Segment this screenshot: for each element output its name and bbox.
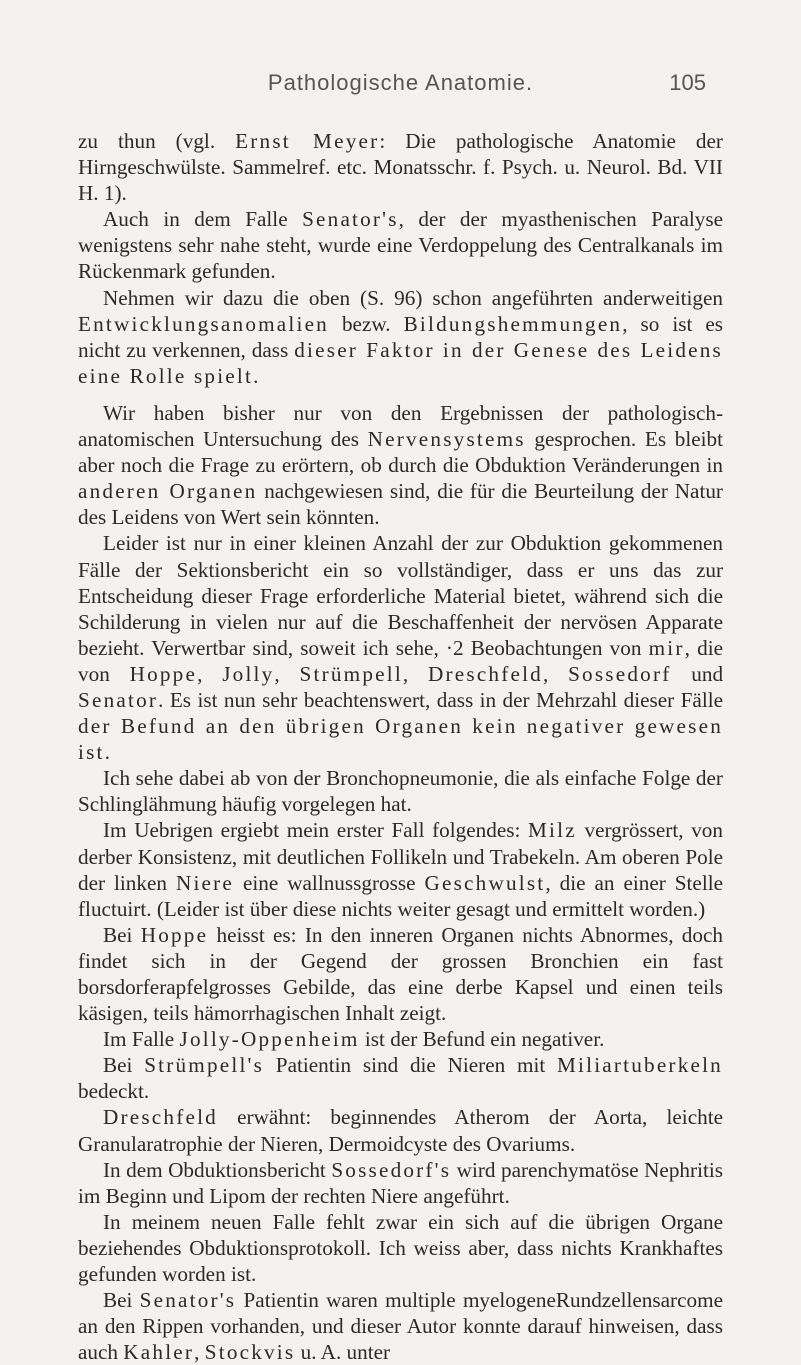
spaced-emphasis: Miliartuberkeln bbox=[557, 1053, 723, 1078]
paragraph-4 bbox=[78, 530, 723, 765]
spaced-emphasis: Senator's bbox=[139, 1288, 237, 1313]
paragraph-8 bbox=[78, 1026, 723, 1052]
paragraph-0 bbox=[78, 128, 723, 206]
spaced-emphasis: Jolly bbox=[222, 661, 275, 686]
text-run: Patientin waren multiple myelogeneRundzellensarcome an den Rippen vorhanden, und dieser Autor konnte darauf hinweisen, dass auch bbox=[78, 1288, 723, 1365]
spaced-emphasis: Bildungshemmungen bbox=[403, 311, 623, 336]
text-run: Leider ist nur in einer kleinen Anzahl der zur Obduktion gekommenen Fälle der Sektionsbericht ein so vollständiger, dass er uns das zur Entscheidung dieser Frage erforderliche Material bietet, während sich die Schilderung in vielen nur auf die Beschaffenheit der nervösen Apparate bezieht. Verwertbar sind, soweit ich sehe, ·2 Beobachtungen von bbox=[78, 531, 723, 660]
text-run: , bbox=[542, 661, 569, 686]
spaced-emphasis: Stockvis bbox=[204, 1340, 296, 1365]
text-run: heisst es: In den inneren Organen nichts Abnormes, doch findet sich in der Gegend der grossen Bronchien ein fast borsdorferapfelgrosses Gebilde, das eine derbe Kapsel und einen teils käsigen, teils hämorrhagischen Inhalt zeigt. bbox=[78, 922, 723, 1026]
paragraph-13 bbox=[78, 1287, 723, 1365]
spaced-emphasis: Entwicklungsanomalien bbox=[78, 311, 329, 336]
paragraph-1 bbox=[78, 206, 723, 284]
spaced-emphasis: Ernst Meyer bbox=[235, 129, 380, 153]
paragraph-11 bbox=[78, 1157, 723, 1209]
spaced-emphasis: Senator's bbox=[302, 207, 399, 232]
text-run: , bbox=[402, 661, 429, 686]
text-run: Wir haben bisher nur von den Ergebnissen der pathologisch-anatomischen Untersuchung des bbox=[78, 400, 723, 452]
running-head-title: Pathologische Anatomie. bbox=[267, 70, 534, 95]
spaced-emphasis: Jolly-Oppenheim bbox=[179, 1027, 360, 1052]
text-run: u. A. unter bbox=[295, 1340, 391, 1365]
text-run: ist der Befund ein negativer. bbox=[359, 1027, 605, 1052]
text-run: . Es ist nun sehr beachtenswert, dass in der Mehrzahl dieser Fälle bbox=[158, 687, 723, 712]
paragraph-3 bbox=[78, 400, 723, 530]
text-run: Im Falle bbox=[103, 1027, 180, 1052]
text-run: , bbox=[194, 1340, 205, 1365]
text-run: Im Uebrigen ergiebt mein erster Fall folgendes: bbox=[103, 818, 529, 843]
paragraph-6 bbox=[78, 817, 723, 921]
text-run: , bbox=[274, 661, 300, 686]
spaced-emphasis: Hoppe bbox=[129, 661, 198, 686]
text-run: Ich sehe dabei ab von der Bronchopneumonie, die als einfache Folge der Schlinglähmung häufig vorgelegen hat. bbox=[78, 766, 723, 817]
text-run: bezw. bbox=[328, 311, 404, 336]
text-run: . bbox=[253, 363, 259, 388]
paragraph-2 bbox=[78, 285, 723, 389]
spaced-emphasis: der Befund an den übrigen Organen kein negativer gewesen ist bbox=[78, 714, 723, 765]
spaced-emphasis: Dreschfeld bbox=[428, 661, 543, 686]
text-run: Bei bbox=[103, 922, 141, 947]
spaced-emphasis: mir bbox=[648, 635, 685, 660]
text-run: eine wallnussgrosse bbox=[234, 870, 425, 895]
text-run: , so ist es nicht zu verkennen, dass bbox=[78, 311, 723, 362]
spaced-emphasis: Strümpell's bbox=[144, 1053, 265, 1078]
spaced-emphasis: Sossedorf bbox=[568, 661, 672, 686]
paragraph-5 bbox=[78, 765, 723, 817]
text-run: : Die pathologische Anatomie der Hirngeschwülste. Sammelref. etc. Monatsschr. f. Psych. u. Neurol. Bd. VII H. 1). bbox=[78, 129, 723, 206]
spaced-emphasis: Geschwulst bbox=[424, 870, 546, 895]
spaced-emphasis: anderen Organen bbox=[78, 479, 258, 504]
text-run: Auch in dem Falle bbox=[103, 207, 303, 232]
text-run: erwähnt: beginnendes Atherom der Aorta, leichte Granularatrophie der Nieren, Dermoidcyste des Ovariums. bbox=[78, 1105, 723, 1156]
text-run: nachgewiesen sind, die für die Beurteilung der Natur des Leidens von Wert sein könnten. bbox=[78, 479, 723, 530]
page-number: 105 bbox=[669, 70, 706, 95]
paragraph-9 bbox=[78, 1052, 723, 1104]
text-run: Bei bbox=[103, 1288, 140, 1313]
text-run: Bei bbox=[103, 1053, 145, 1078]
text-run: gesprochen. Es bleibt aber noch die Frage zu erörtern, ob durch die Obduktion Veränderungen in bbox=[78, 427, 723, 478]
spaced-emphasis: Kahler bbox=[123, 1340, 195, 1365]
spaced-emphasis: Sossedorf's bbox=[331, 1157, 452, 1182]
spaced-emphasis: Nervensystems bbox=[367, 427, 526, 452]
paragraph-7 bbox=[78, 922, 723, 1026]
spaced-emphasis: Niere bbox=[175, 870, 235, 895]
spaced-emphasis: Dreschfeld bbox=[103, 1105, 218, 1130]
text-run: , die von bbox=[78, 635, 723, 686]
text-run: vergrössert, von derber Konsistenz, mit deutlichen Follikeln und Trabekeln. Am oberen Pole der linken bbox=[78, 818, 723, 895]
paragraph-12 bbox=[78, 1209, 723, 1287]
spaced-emphasis: Strümpell bbox=[299, 661, 403, 686]
text-run: und bbox=[671, 661, 724, 686]
spaced-emphasis: Senator bbox=[78, 687, 159, 712]
text-run: Patientin sind die Nieren mit bbox=[264, 1053, 557, 1078]
paragraph-10 bbox=[78, 1104, 723, 1156]
running-head bbox=[0, 70, 801, 106]
text-run: , bbox=[197, 661, 223, 686]
body-text bbox=[78, 128, 723, 1365]
text-run: Nehmen wir dazu die oben (S. 96) schon angeführten anderweitigen bbox=[103, 285, 723, 310]
text-run: In dem Obduktionsbericht bbox=[103, 1157, 332, 1182]
text-run: wird parenchymatöse Nephritis im Beginn und Lipom der rechten Niere angeführt. bbox=[78, 1157, 723, 1208]
spaced-emphasis: Milz bbox=[528, 818, 577, 843]
spaced-emphasis: Hoppe bbox=[140, 922, 209, 947]
spaced-emphasis: dieser Faktor in der Genese des Leidens eine Rolle spielt bbox=[78, 337, 723, 388]
text-run: , die an einer Stelle fluctuirt. (Leider ist über diese nichts weiter gesagt und ermittelt worden.) bbox=[78, 870, 724, 921]
text-run: , der der myasthenischen Paralyse wenigstens sehr nahe steht, wurde eine Verdoppelung des Centralkanals im Rückenmark gefunden. bbox=[78, 207, 724, 284]
text-run: In meinem neuen Falle fehlt zwar ein sich auf die übrigen Organe beziehendes Obduktionsprotokoll. Ich weiss aber, dass nichts Krankhaftes gefunden worden ist. bbox=[78, 1209, 723, 1287]
text-run: zu thun (vgl. bbox=[78, 129, 236, 153]
text-run: . bbox=[104, 740, 110, 765]
text-run: bedeckt. bbox=[78, 1079, 150, 1104]
